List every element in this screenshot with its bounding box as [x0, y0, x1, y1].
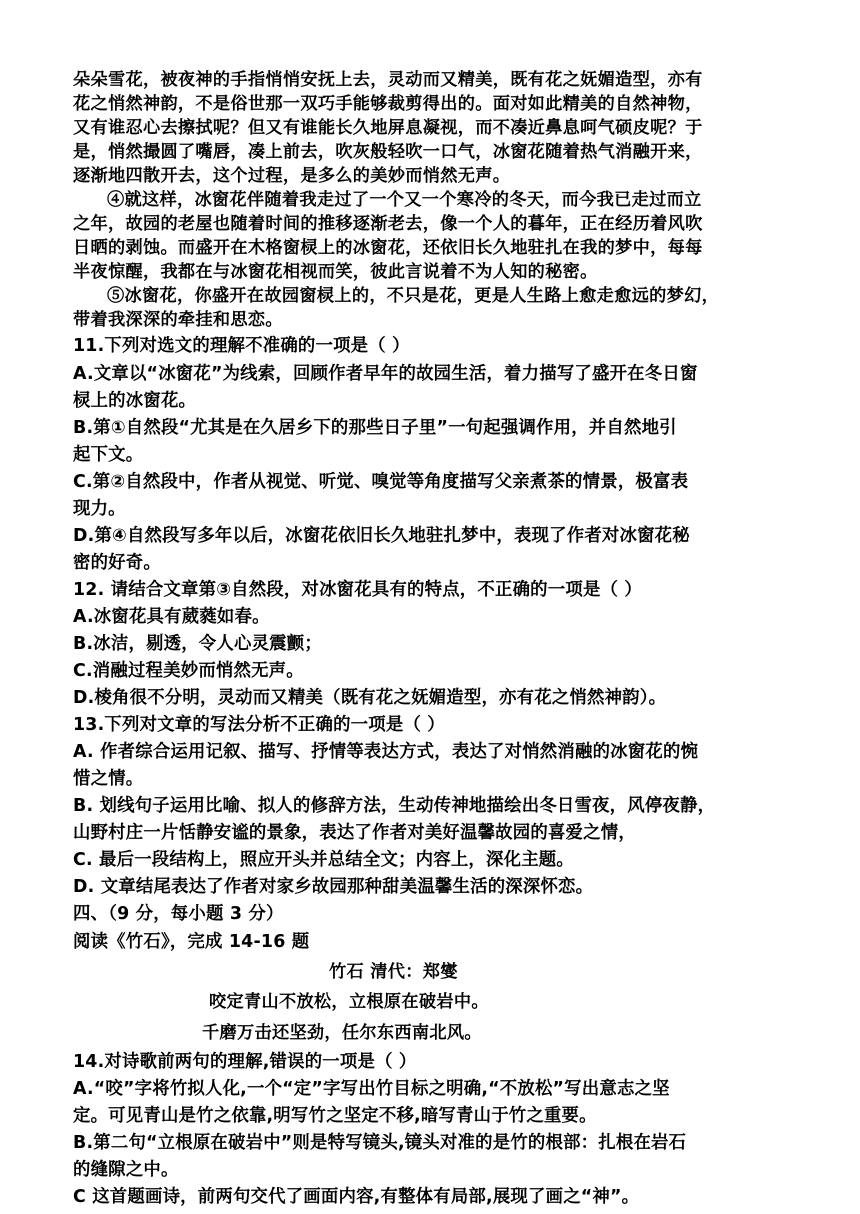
question-11-option-a-cont: 棂上的冰窗花。 — [73, 391, 197, 411]
question-13-option-b-cont: 山野村庄一片恬静安谧的景象，表达了作者对美好温馨故园的喜爱之情， — [73, 823, 636, 843]
poem-line-2: 千磨万击还坚劲，任尔东西南北风。 — [202, 1023, 482, 1043]
passage-line: 朵朵雪花，被夜神的手指悄悄安抚上去，灵动而又精美，既有花之妩媚造型，亦有 — [73, 70, 703, 90]
question-13-option-d: D. 文章结尾表达了作者对家乡故园那种甜美温馨生活的深深怀恋。 — [73, 877, 594, 897]
passage-line: 带着我深深的牵挂和思恋。 — [73, 310, 283, 330]
passage-line: 是，悄然撮圆了嘴唇，凑上前去，吹灰般轻吹一口气，冰窗花随着热气消融开来， — [73, 142, 703, 162]
section-4-heading: 四、（9 分，每小题 3 分） — [73, 904, 284, 924]
question-12-stem: 12. 请结合文章第③自然段，对冰窗花具有的特点，不正确的一项是（ ） — [73, 580, 642, 600]
passage-line: 日晒的剥蚀。而盛开在木格窗棂上的冰窗花，还依旧长久地驻扎在我的梦中，每每 — [73, 238, 703, 258]
question-11-stem: 11.下列对选文的理解不准确的一项是（ ） — [73, 336, 410, 356]
question-13-option-c: C. 最后一段结构上，照应开头并总结全文；内容上，深化主题。 — [73, 850, 574, 870]
question-12-option-c: C.消融过程美妙而悄然无声。 — [73, 661, 304, 681]
question-13-stem: 13.下列对文章的写法分析不正确的一项是（ ） — [73, 715, 445, 735]
question-13-option-a: A. 作者综合运用记叙、描写、抒情等表达方式，表达了对悄然消融的冰窗花的惋 — [73, 742, 699, 762]
question-12-option-b: B.冰洁，剔透，令人心灵震颤； — [73, 634, 322, 654]
question-11-option-d-cont: 密的好奇。 — [73, 553, 161, 573]
question-11-option-a: A.文章以“冰窗花”为线索，回顾作者早年的故园生活，着力描写了盛开在冬日窗 — [73, 364, 698, 384]
question-14-option-b-cont: 的缝隙之中。 — [73, 1160, 179, 1180]
section-4-instruction: 阅读《竹石》，完成 14-16 题 — [73, 932, 310, 952]
question-13-option-b: B. 划线句子运用比喻、拟人的修辞方法，生动传神地描绘出冬日雪夜，风停夜静， — [73, 796, 716, 816]
passage-line: 又有谁忍心去擦拭呢？但又有谁能长久地屏息凝视，而不凑近鼻息呵气硕皮呢？于 — [73, 118, 703, 138]
poem-title: 竹石 清代：郑燮 — [329, 962, 458, 982]
poem-line-1: 咬定青山不放松，立根原在破岩中。 — [209, 992, 489, 1012]
question-11-option-b-cont: 起下文。 — [73, 445, 144, 465]
question-14-option-c: C 这首题画诗，前两句交代了画面内容,有整体有局部,展现了画之“神”。 — [73, 1187, 640, 1207]
question-11-option-c: C.第②自然段中，作者从视觉、听觉、嗅觉等角度描写父亲煮茶的情景，极富表 — [73, 472, 689, 492]
question-12-option-d: D.棱角很不分明，灵动而又精美（既有花之妩媚造型，亦有花之悄然神韵）。 — [73, 688, 667, 708]
question-14-option-b: B.第二句“立根原在破岩中”则是特写镜头,镜头对准的是竹的根部：扎根在岩石 — [73, 1133, 687, 1153]
question-14-option-a: A.“咬”字将竹拟人化,一个“定”字写出竹目标之明确,“不放松”写出意志之坚 — [73, 1079, 670, 1099]
question-11-option-b: B.第①自然段“尤其是在久居乡下的那些日子里”一句起强调作用，并自然地引 — [73, 418, 677, 438]
passage-line: 半夜惊醒，我都在与冰窗花相视而笑，彼此言说着不为人知的秘密。 — [73, 262, 598, 282]
passage-line: 花之悄然神韵，不是俗世那一双巧手能够裁剪得出的。面对如此精美的自然神物， — [73, 94, 703, 114]
question-11-option-c-cont: 现力。 — [73, 499, 126, 519]
paragraph-5-start: ⑤冰窗花，你盛开在故园窗棂上的，不只是花，更是人生路上愈走愈远的梦幻， — [107, 286, 720, 306]
question-14-option-a-cont: 定。可见青山是竹之依靠,明写竹之坚定不移,暗写青山于竹之重要。 — [73, 1106, 597, 1126]
passage-line: 之年，故园的老屋也随着时间的推移逐渐老去，像一个人的暮年，正在经历着风吹 — [73, 214, 703, 234]
passage-line: 逐渐地四散开去，这个过程，是多么的美妙而悄然无声。 — [73, 166, 511, 186]
question-11-option-d: D.第④自然段写多年以后，冰窗花依旧长久地驻扎梦中，表现了作者对冰窗花秘 — [73, 526, 690, 546]
question-14-stem: 14.对诗歌前两句的理解,错误的一项是（ ） — [73, 1052, 417, 1072]
paragraph-4-start: ④就这样，冰窗花伴随着我走过了一个又一个寒冷的冬天，而今我已走过而立 — [107, 190, 702, 210]
question-13-option-a-cont: 惜之情。 — [73, 769, 144, 789]
question-12-option-a: A.冰窗花具有葳蕤如春。 — [73, 607, 270, 627]
